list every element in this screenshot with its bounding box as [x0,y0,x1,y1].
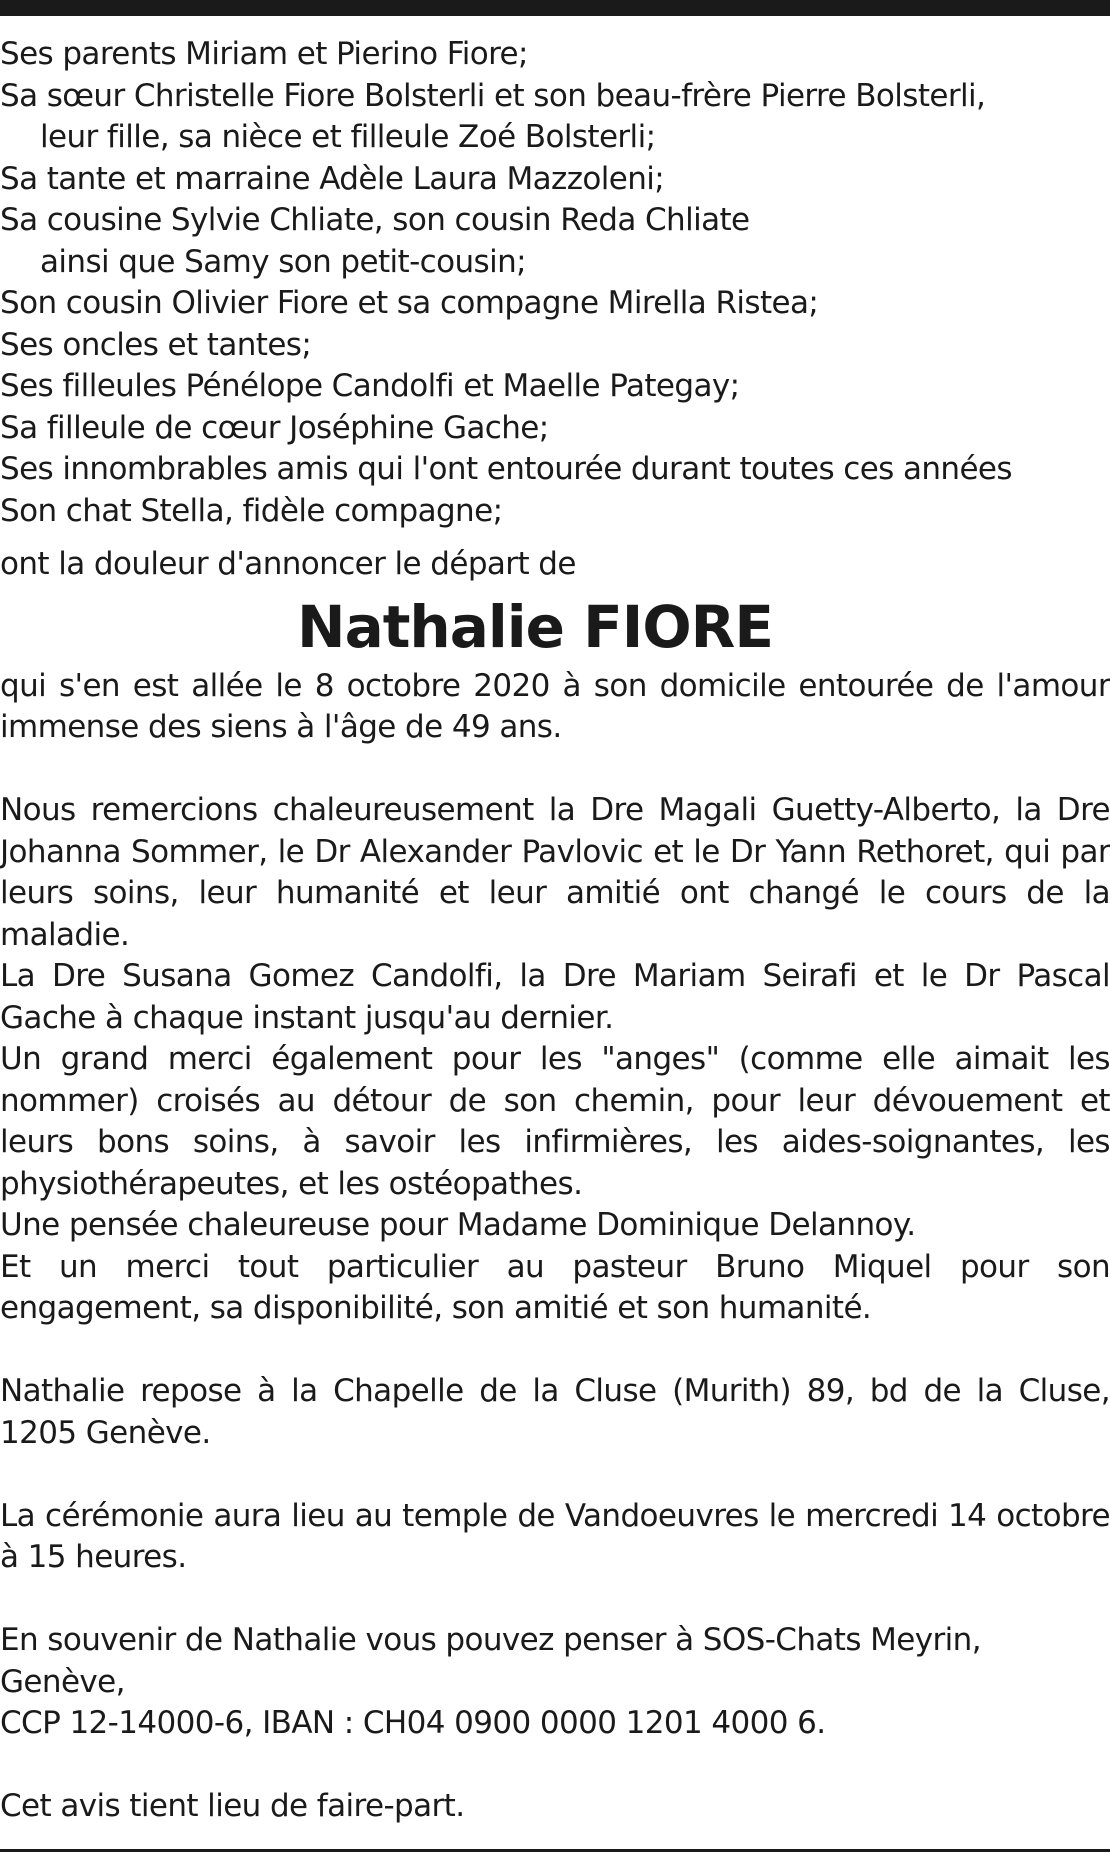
family-line: ainsi que Samy son petit-cousin; [40,243,526,280]
closing-line: Cet avis tient lieu de faire-part. [0,1788,465,1824]
family-line: Sa sœur Christelle Fiore Bolsterli et son beau-frère Pierre Bolsterli, [0,77,986,114]
deceased-name: Nathalie FIORE [297,592,773,661]
family-line: Ses filleules Pénélope Candolfi et Maelle Pategay; [0,368,740,404]
thanks-paragraph: Un grand merci également pour les "anges" (comme elle aimait les nommer) croisés au détour de son chemin, pour leur dévouement et leurs bons soins, à savoir les infirmières, les aides-soignantes, les physiothérapeutes, et les ostéopathes. [0,1041,1110,1202]
thanks-paragraph: La Dre Susana Gomez Candolfi, la Dre Mariam Seirafi et le Dr Pascal Gache à chaque instant jusqu'au dernier. [0,958,1110,1036]
family-line: Ses oncles et tantes; [0,326,312,363]
donation-line: CCP 12-14000-6, IBAN : CH04 0900 0000 1201 4000 6. [0,1705,826,1741]
family-line: Son chat Stella, fidèle compagne; [0,492,503,529]
family-line: leur fille, sa nièce et filleule Zoé Bolsterli; [40,119,656,155]
thanks-paragraph: Nous remercions chaleureusement la Dre Magali Guetty-Alberto, la Dre Johanna Sommer, le Dr Alexander Pavlovic et le Dr Yann Rethoret, qui par leurs soins, leur humanité et leur amitié ont changé le cours de la maladie. [0,792,1110,953]
family-line: Ses innombrables amis qui l'ont entourée durant toutes ces années [0,451,1012,487]
family-list [0,34,1110,532]
thanks-paragraph: Et un merci tout particulier au pasteur Bruno Miquel pour son engagement, sa disponibilité, son amitié et son humanité. [0,1248,1110,1326]
top-rule [0,0,1110,16]
repose-paragraph: Nathalie repose à la Chapelle de la Cluse (Murith) 89, bd de la Cluse, 1205 Genève. [0,1373,1110,1451]
passing-paragraph: qui s'en est allée le 8 octobre 2020 à son domicile entourée de l'amour immense des siens à l'âge de 49 ans. [0,667,1110,745]
bottom-rule [0,1849,1110,1852]
family-line: Ses parents Miriam et Pierino Fiore; [0,36,528,72]
family-line: Sa cousine Sylvie Chliate, son cousin Reda Chliate [0,202,750,238]
family-line: Sa filleule de cœur Joséphine Gache; [0,409,549,446]
family-line: Sa tante et marraine Adèle Laura Mazzoleni; [0,160,665,197]
family-line: Son cousin Olivier Fiore et sa compagne Mirella Ristea; [0,285,819,321]
ceremony-paragraph: La cérémonie aura lieu au temple de Vandoeuvres le mercredi 14 octobre à 15 heures. [0,1497,1110,1575]
thanks-paragraph: Une pensée chaleureuse pour Madame Dominique Delannoy. [0,1207,916,1243]
announcement: ont la douleur d'annoncer le départ de [0,546,576,582]
donation-line: En souvenir de Nathalie vous pouvez penser à SOS-Chats Meyrin, Genève, [0,1622,981,1700]
obituary-notice [0,34,1110,1828]
